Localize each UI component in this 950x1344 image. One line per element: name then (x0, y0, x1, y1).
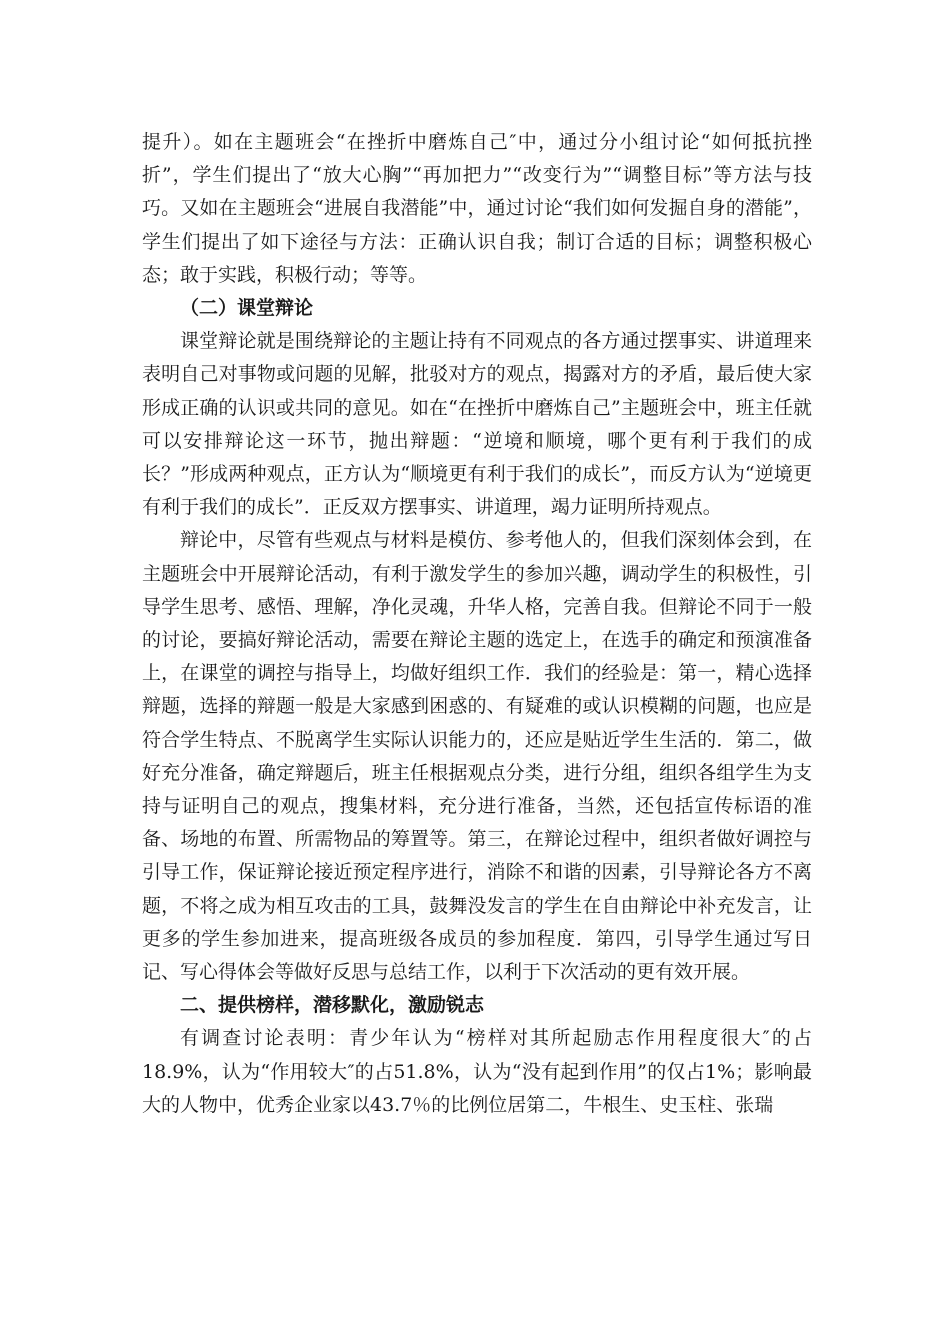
section-heading-debate: （二）课堂辩论 (180, 297, 314, 320)
section-heading-role-model: 二、提供榜样，潜移默化，激励锐志 (180, 994, 485, 1017)
paragraph-continued: 提升）。如在主题班会“在挫折中磨炼自己″中，通过分小组讨论“如何抵抗挫折”，学生们提出了“放大心胸”“再加把力”“改变行为”“调整目标”等方法与技巧。又如在主题班会“进展自我潜能”中，通过讨论“我们如何发掘自身的潜能”，学生们提出了如下途径与方法：正确认识自我；制订合适的目标；调整积极心态；敢于实践，积极行动；等等。 (142, 131, 812, 286)
paragraph-debate-experience: 辩论中，尽管有些观点与材料是模仿、参考他人的，但我们深刻体会到，在主题班会中开展辩论活动，有利于激发学生的参加兴趣，调动学生的积极性，引导学生思考、感悟、理解，净化灵魂，升华人格，完善自我。但辩论不同于一般的讨论，要搞好辩论活动，需要在辩论主题的选定上，在选手的确定和预演准备上，在课堂的调控与指导上，均做好组织工作．我们的经验是：第一，精心选择辩题，选择的辩题一般是大家感到困惑的、有疑难的或认识模糊的问题，也应是符合学生特点、不脱离学生实际认识能力的，还应是贴近学生生活的．第二，做好充分准备，确定辩题后，班主任根据观点分类，进行分组，组织各组学生为支持与证明自己的观点，搜集材料，充分进行准备，当然，还包括宣传标语的准备、场地的布置、所需物品的筹置等。第三，在辩论过程中，组织者做好调控与引导工作，保证辩论接近预定程序进行，消除不和谐的因素，引导辩论各方不离题，不将之成为相互攻击的工具，鼓舞没发言的学生在自由辩论中补充发言，让更多的学生参加进来，提高班级各成员的参加程度．第四，引导学生通过写日记、写心得体会等做好反思与总结工作，以利于下次活动的更有效开展。 (142, 529, 812, 984)
document-body (142, 126, 812, 1122)
paragraph-debate-definition: 课堂辩论就是围绕辩论的主题让持有不同观点的各方通过摆事实、讲道理来表明自己对事物或问题的见解，批驳对方的观点，揭露对方的矛盾，最后使大家形成正确的认识或共同的意见。如在“在挫折中磨炼自己”主题班会中，班主任就可以安排辩论这一环节，抛出辩题：“逆境和顺境，哪个更有利于我们的成长？”形成两种观点，正方认为“顺境更有利于我们的成长”，而反方认为“逆境更有利于我们的成长”．正反双方摆事实、讲道理，竭力证明所持观点。 (142, 330, 812, 519)
paragraph-role-model-survey: 有调查讨论表明：青少年认为“榜样对其所起励志作用程度很大″的占18.9%，认为“作用较大″的占51.8%，认为“没有起到作用”的仅占1%；影响最大的人物中，优秀企业家以43.7％的比例位居第二，牛根生、史玉柱、张瑞 (142, 1027, 812, 1116)
